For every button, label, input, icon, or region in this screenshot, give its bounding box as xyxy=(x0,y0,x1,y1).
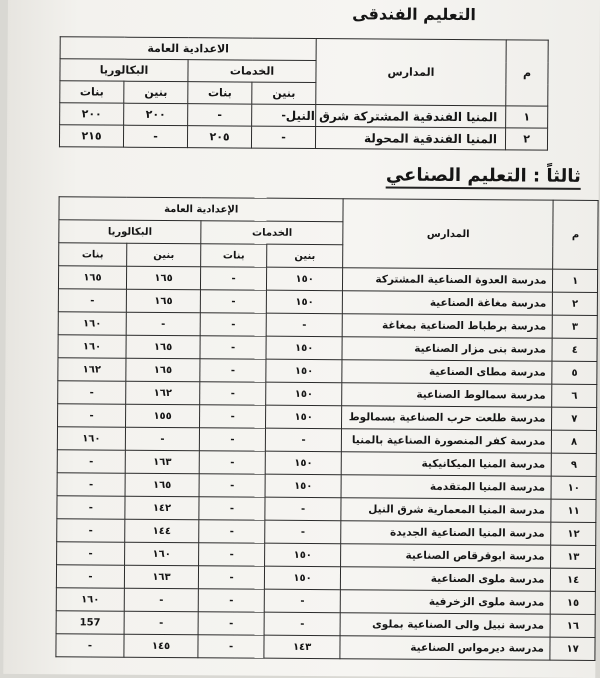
bacc-boys-cell: ٢٠٠ xyxy=(124,103,188,125)
services-girls-cell: - xyxy=(198,612,264,635)
bacc-girls-cell: - xyxy=(57,450,125,473)
bacc-girls-cell: ١٦٠ xyxy=(58,312,126,335)
row-number: ١٠ xyxy=(551,476,596,499)
services-boys-cell: ١٥٠ xyxy=(265,405,342,429)
school-name: مدرسة ابوقرقاص الصناعية xyxy=(341,544,551,568)
services-girls-cell: - xyxy=(200,359,266,382)
section-title-hotel: التعليم الفندقى xyxy=(352,4,476,25)
services-boys-cell: ١٥٠ xyxy=(266,336,343,360)
services-boys-cell: ١٥٠ xyxy=(264,566,341,590)
header-boys: بنين xyxy=(252,82,316,104)
services-girls-cell: - xyxy=(188,104,252,126)
bacc-boys-cell: ١٤٢ xyxy=(125,496,199,520)
row-number: ٦ xyxy=(552,384,597,407)
bacc-boys-cell: ١٤٥ xyxy=(124,634,198,658)
services-girls-cell: - xyxy=(200,290,266,313)
bacc-girls-cell: - xyxy=(57,519,125,542)
services-girls-cell: - xyxy=(199,497,265,520)
bacc-girls-cell: - xyxy=(58,404,126,427)
row-number: ٥ xyxy=(552,361,597,384)
bacc-boys-cell: ١٦٥ xyxy=(126,289,200,313)
row-number: ١ xyxy=(553,269,598,292)
services-girls-cell: - xyxy=(198,635,264,658)
bacc-boys-cell: - xyxy=(125,427,199,451)
section-title-industrial: ثالثاً : التعليم الصناعي xyxy=(386,165,581,190)
services-boys-cell: - xyxy=(264,612,341,636)
bacc-girls-cell: - xyxy=(58,289,126,312)
header-services: الخدمات xyxy=(201,221,343,245)
services-girls-cell: - xyxy=(200,405,266,428)
row-number: ٧ xyxy=(552,407,597,430)
school-name: مدرسة طلعت حرب الصناعية بسمالوط xyxy=(342,406,552,430)
services-boys-cell: ١٥٠ xyxy=(266,382,343,406)
bacc-boys-cell: - xyxy=(126,312,200,336)
school-name: مدرسة مطاى الصناعية xyxy=(342,360,552,384)
services-boys-cell: ١٥٠ xyxy=(266,290,343,314)
services-girls-cell: - xyxy=(200,382,266,405)
services-boys-cell: - xyxy=(265,497,342,521)
services-girls-cell: - xyxy=(199,543,265,566)
school-name: مدرسة العدوة الصناعية المشتركة xyxy=(343,268,553,292)
services-boys-cell: ١٥٠ xyxy=(265,543,342,567)
bacc-girls-cell: ١٦٠ xyxy=(56,588,124,611)
services-girls-cell: - xyxy=(199,451,265,474)
row-number: ١١ xyxy=(551,499,596,522)
bacc-boys-cell: ١٦٥ xyxy=(126,335,200,359)
bacc-girls-cell: ١٦٠ xyxy=(57,427,125,450)
services-boys-cell: - xyxy=(252,104,316,126)
services-girls-cell: - xyxy=(198,589,264,612)
services-boys-cell: - xyxy=(265,520,342,544)
services-girls-cell: ٢٠٥ xyxy=(188,126,252,148)
bacc-girls-cell: ٢١٥ xyxy=(59,125,123,147)
bacc-girls-cell: ١٦٢ xyxy=(58,358,126,381)
services-boys-cell: ١٥٠ xyxy=(266,267,343,291)
school-name: مدرسة مغاغة الصناعية xyxy=(343,291,553,315)
bacc-girls-cell: 157 xyxy=(56,611,124,634)
services-boys-cell: - xyxy=(266,313,343,337)
bacc-girls-cell: - xyxy=(57,473,125,496)
services-boys-cell: - xyxy=(252,126,316,148)
bacc-boys-cell: - xyxy=(124,611,198,635)
header-services: الخدمات xyxy=(188,60,316,83)
school-name: المنيا الفندقية المحولة xyxy=(316,127,506,150)
school-name: مدرسة المنيا الميكانيكية xyxy=(342,452,552,476)
header-boys: بنين xyxy=(267,244,344,268)
header-m: م xyxy=(553,200,598,269)
bacc-girls-cell: ١٦٥ xyxy=(58,266,126,289)
school-name: المنيا الفندقية المشتركة شرق النيل xyxy=(316,105,506,128)
header-prep: الإعدادية العامة xyxy=(59,197,344,222)
bacc-boys-cell: ١٦٣ xyxy=(125,450,199,474)
services-girls-cell: - xyxy=(199,474,265,497)
bacc-girls-cell: - xyxy=(57,496,125,519)
bacc-boys-cell: ١٤٤ xyxy=(125,519,199,543)
header-boys: بنين xyxy=(127,243,201,267)
bacc-girls-cell: ٢٠٠ xyxy=(60,103,124,125)
row-number: ٩ xyxy=(552,453,597,476)
services-boys-cell: ١٥٠ xyxy=(265,474,342,498)
bacc-girls-cell: ١٦٠ xyxy=(58,335,126,358)
bacc-boys-cell: ١٦٠ xyxy=(124,542,198,566)
school-name: مدرسة المنيا المعمارية شرق النيل xyxy=(341,498,551,522)
header-girls: بنات xyxy=(59,243,127,266)
services-girls-cell: - xyxy=(201,267,267,290)
row-number: ٢ xyxy=(505,128,547,150)
table-row xyxy=(56,634,595,661)
bacc-boys-cell: ١٥٥ xyxy=(125,404,199,428)
row-number: ٤ xyxy=(552,338,597,361)
hotel-education-table xyxy=(59,36,549,150)
bacc-boys-cell: - xyxy=(124,588,198,612)
services-boys-cell: ١٥٠ xyxy=(266,359,343,383)
school-name: مدرسة نبيل والى الصناعية بملوى xyxy=(340,613,550,637)
row-number: ١٣ xyxy=(551,545,596,568)
header-schools: المدارس xyxy=(316,39,506,106)
bacc-boys-cell: ١٦٣ xyxy=(124,565,198,589)
services-girls-cell: - xyxy=(200,336,266,359)
bacc-girls-cell: - xyxy=(56,565,124,588)
bacc-boys-cell: ١٦٥ xyxy=(126,266,200,290)
row-number: ١٤ xyxy=(551,568,596,591)
services-boys-cell: - xyxy=(264,589,341,613)
school-name: مدرسة ملوى الصناعية xyxy=(341,567,551,591)
bacc-boys-cell: - xyxy=(124,125,188,147)
school-name: مدرسة ملوى الزخرفية xyxy=(341,590,551,614)
row-number: ١ xyxy=(506,106,548,128)
school-name: مدرسة المنيا المتقدمة xyxy=(341,475,551,499)
row-number: ٨ xyxy=(552,430,597,453)
services-girls-cell: - xyxy=(200,313,266,336)
industrial-education-table xyxy=(55,196,598,661)
services-boys-cell: - xyxy=(265,428,342,452)
row-number: ٢ xyxy=(553,292,598,315)
bacc-girls-cell: - xyxy=(58,381,126,404)
bacc-boys-cell: ١٦٢ xyxy=(126,381,200,405)
row-number: ٣ xyxy=(553,315,598,338)
services-girls-cell: - xyxy=(199,520,265,543)
table-row xyxy=(59,125,547,150)
services-girls-cell: - xyxy=(200,428,266,451)
header-girls: بنات xyxy=(188,82,252,104)
header-schools: المدارس xyxy=(343,199,554,269)
bacc-boys-cell: ١٦٥ xyxy=(126,358,200,382)
school-name: مدرسة بنى مزار الصناعية xyxy=(342,337,552,361)
row-number: ١٦ xyxy=(550,614,595,637)
header-prep: الاعدادية العامة xyxy=(60,37,316,61)
bacc-girls-cell: - xyxy=(57,542,125,565)
school-name: مدرسة كفر المنصورة الصناعية بالمنيا xyxy=(342,429,552,453)
header-m: م xyxy=(506,40,548,106)
header-bacc: البكالوريا xyxy=(59,220,201,244)
school-name: مدرسة سمالوط الصناعية xyxy=(342,383,552,407)
bacc-boys-cell: ١٦٥ xyxy=(125,473,199,497)
header-girls: بنات xyxy=(201,244,267,267)
services-boys-cell: ١٤٣ xyxy=(264,635,341,659)
school-name: مدرسة المنيا الصناعية الجديدة xyxy=(341,521,551,545)
row-number: ١٧ xyxy=(550,637,595,660)
services-boys-cell: ١٥٠ xyxy=(265,451,342,475)
bacc-girls-cell: - xyxy=(56,634,124,657)
row-number: ١٥ xyxy=(551,591,596,614)
school-name: مدرسة ديرمواس الصناعية xyxy=(340,636,550,660)
header-girls: بنات xyxy=(60,81,124,103)
document-page xyxy=(3,0,600,678)
header-boys: بنين xyxy=(124,81,188,103)
services-girls-cell: - xyxy=(199,566,265,589)
header-bacc: البكالوريا xyxy=(60,59,188,82)
row-number: ١٢ xyxy=(551,522,596,545)
school-name: مدرسة برطباط الصناعية بمغاغة xyxy=(343,314,553,338)
